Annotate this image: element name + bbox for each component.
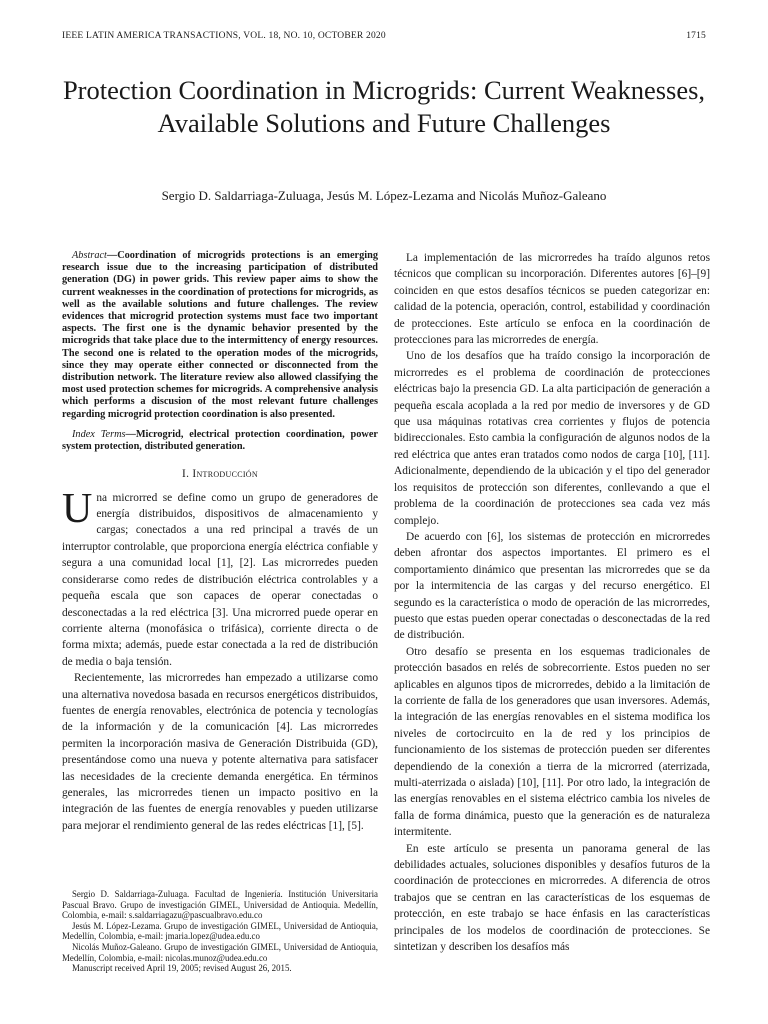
body-paragraph: La implementación de las microrredes ha traído algunos retos técnicos que complican su incorporación. Diferentes autores [6]–[9] coinciden en que estos desafíos técnicos se pueden categorizar en: calidad de la potencia, operación, control, estabilidad y coordinación de protecciones. Este artículo se enfoca en la coordinación de protecciones para las microrredes de energía.	[394, 252, 710, 347]
body-paragraph: De acuerdo con [6], los sistemas de protección en microrredes deben afrontar dos aspectos importantes. El primero es el comportamiento dinámico que presentan las microrredes que se da por la intermitencia de las cargas y del recurso energético. El segundo es la característica o modo de operación de las microrredes, puesto que estas pueden operar conectadas o desconectadas de la red de distribución.	[394, 530, 710, 642]
author-list: Sergio D. Saldarriaga-Zuluaga, Jesús M. López-Lezama and Nicolás Muñoz-Galeano	[161, 188, 607, 203]
left-column	[62, 250, 378, 834]
index-terms-text: —Microgrid, electrical protection coordination, power system protection, distributed generation.	[62, 428, 378, 453]
footnote: Manuscript received April 19, 2005; revised August 26, 2015.	[72, 963, 292, 974]
body-paragraph: Otro desafío se presenta en los esquemas tradicionales de protección basados en relés de sobrecorriente. Estos pueden no ser aplicables en algunos tipos de microrredes, debido a la limitación de la corriente de falla de los generadores que usan inversores. Además, la integración de las energías renovables en el sistema modifica los niveles de cortocircuito en la de red y los principios de funcionamiento de los sistemas de protección pueden ser diferentes dependiendo de la conexión a tierra de la microrred (aterrizada, multi-aterrizada o aislada) [10], [11]. Por otro lado, la integración de las energías renovables en el sistema eléctrico cambia los niveles de falla de forma dinámica, puesto que la generación es de naturaleza intermitente.	[394, 645, 710, 839]
index-terms	[62, 429, 378, 453]
index-terms-lead: Index Terms	[72, 428, 126, 440]
running-head	[62, 31, 706, 41]
intro-paragraph-text: na microrred se define como un grupo de generadores de energía distribuidos, dispositivos de almacenamiento y cargas; conectados a una red principal a través de un interruptor controlable, que proporciona energía eléctrica confiable y segura a una comunidad local [1], [2]. Las microrredes pueden considerarse como redes de distribución eléctrica controlables y a pequeña escala que son capaces de operar conectadas o desconectadas a la red eléctrica [3]. Una microrred puede operar en corriente alterna (monofásica o trifásica), corriente directa o de forma mixta; además, puede estar conectada a la red de distribución de media o baja tensión.	[62, 491, 378, 668]
paper-title: Protection Coordination in Microgrids: Current Weaknesses, Available Solutions and Future Challenges	[62, 75, 706, 138]
abstract-lead: Abstract	[72, 250, 107, 261]
author-footnotes	[62, 889, 378, 974]
body-paragraph: En este artículo se presenta un panorama general de las debilidades actuales, soluciones disponibles y desafíos futuros de la coordinación de protecciones en microrredes. A diferencia de otros trabajos que se centran en las características de los esquemas de protección, en este trabajo se hace énfasis en las características principales de los modelos de coordinación de protecciones. Se sintetizan y describen los desafíos más	[394, 842, 710, 954]
abstract-text: —Coordination of microgrids protections is an emerging research issue due to the increasing participation of distributed generation (DG) in power grids. This review paper aims to show the current weaknesses in the coordination of protections for microgrids, as well as the available solutions and future challenges. The review evidences that microgrid protection systems must face two important aspects. The first one is the dynamic behavior presented by the microgrids that take place due to the intermittency of energy resources. The second one is related to the operation modes of the microgrids, since they may operate either connected or disconnected from the distribution network. The literature review also allowed classifying the most used protection schemes for microgrids. A comprehensive analysis which performs a discusion of the most relevant future challenges regarding microgrid protection coordination is also presented.	[62, 250, 378, 420]
body-paragraph: Uno de los desafíos que ha traído consigo la incorporación de microrredes es el problema de coordinación de protecciones eléctricas bajo la presencia GD. La alta participación de generación a pequeña escala acoplada a la red por medio de inversores y de GD que usa máquinas rotativas crea corrientes y flujos de potencia bidireccionales. Esto cambia la configuración de algunos nodos de la red eléctrica que antes eran tratados como nodos de carga [10], [11]. Adicionalmente, dependiendo de la ubicación y el tipo del generador los requisitos de protección son diferentes, conllevando a que el problema de la coordinación de protecciones sea cada vez más complejo.	[394, 350, 710, 527]
footnote: Jesús M. López-Lezama. Grupo de investigación GIMEL, Universidad de Antioquia, Medellín, Colombia, e-mail: jmaria.lopez@udea.edu.co	[62, 920, 378, 942]
page-number: 1715	[686, 31, 706, 41]
journal-name: IEEE LATIN AMERICA TRANSACTIONS, VOL. 18, NO. 10, OCTOBER 2020	[62, 31, 386, 41]
footnote: Sergio D. Saldarriaga-Zuluaga. Facultad de Ingeniería. Institución Universitaria Pascual Bravo. Grupo de investigación GIMEL, Universidad de Antioquia. Medellín, Colombia, e-mail: s.saldarriagazu@pascualbravo.edu.co	[62, 889, 378, 921]
intro-paragraph	[62, 485, 378, 670]
footnote: Nicolás Muñoz-Galeano. Grupo de investigación GIMEL, Universidad de Antioquia, Medellín, Colombia, e-mail: nicolas.munoz@udea.edu.co	[62, 941, 378, 963]
right-column	[394, 250, 710, 955]
drop-cap: U	[62, 485, 93, 532]
body-paragraph: Recientemente, las microrredes han empezado a utilizarse como una alternativa novedosa basada en recursos energéticos distribuidos, fuentes de energía renovables, electrónica de potencia y tecnologías de la información y de la comunicación [4]. Las microrredes permiten la incorporación masiva de Generación Distribuida (GD), presentándose como una nueva y potente alternativa para satisfacer las necesidades de la creciente demanda energética. En términos generales, las microrredes tienen un impacto positivo en la integración de las fuentes de energía renovables y pueden utilizarse para mejorar el rendimiento general de las redes eléctricas [1], [5].	[62, 672, 378, 832]
section-heading: I. Introducción	[182, 468, 258, 481]
abstract	[62, 250, 378, 421]
